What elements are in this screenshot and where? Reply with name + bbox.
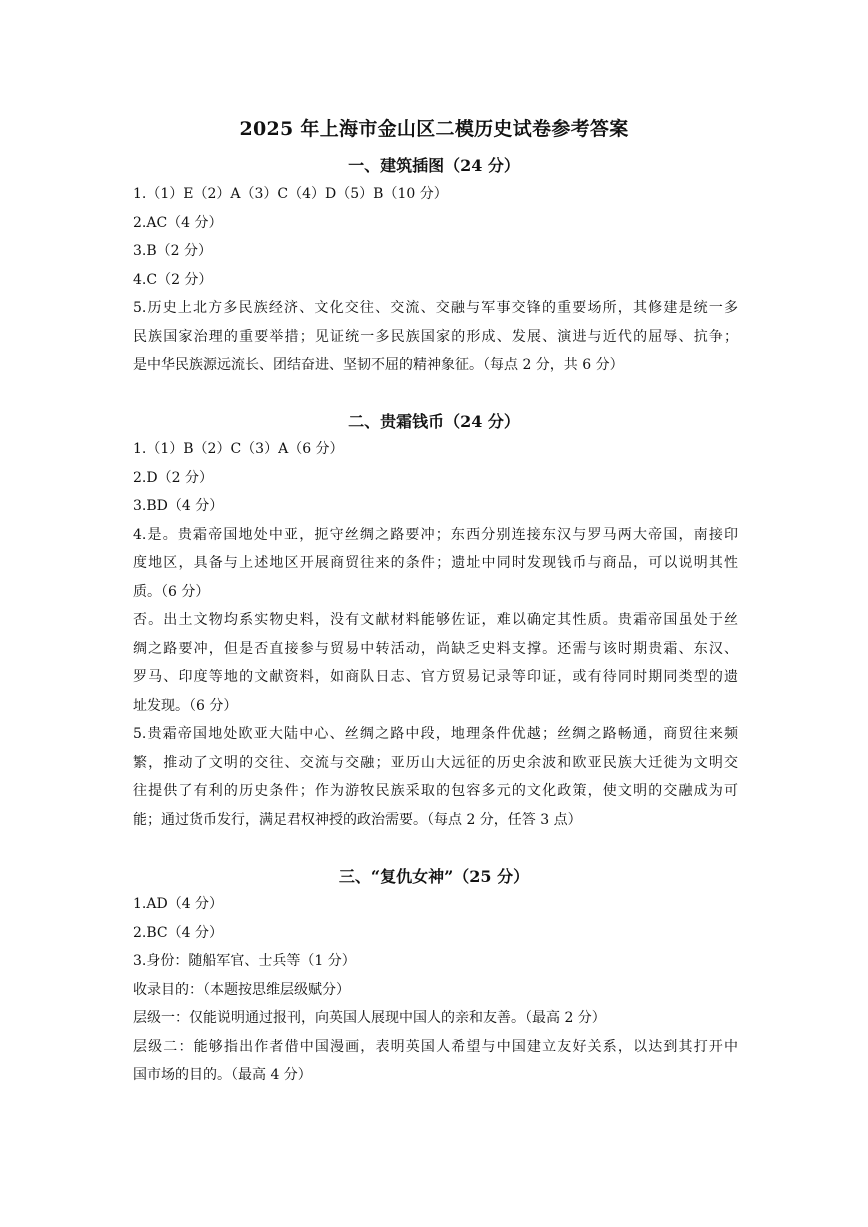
answer-line: 收录目的：（本题按思维层级赋分）: [133, 981, 350, 998]
answer-line: 4.是。贵霜帝国地处中亚，扼守丝绸之路要冲；东西分别连接东汉与罗马两大帝国，南接印: [133, 526, 738, 543]
section-3-answers: [133, 890, 738, 1090]
answer-line: 2.BC（4 分）: [133, 924, 223, 941]
answer-line: 1.AD（4 分）: [133, 896, 224, 912]
answer-line: 4.C（2 分）: [133, 271, 213, 288]
answer-line: 否。出土文物均系实物史料，没有文献材料能够佐证，难以确定其性质。贵霜帝国虽处于丝: [133, 612, 738, 628]
section-heading-nemesis: 三、“复仇女神”（25 分）: [338, 867, 530, 886]
answer-line: 1.（1）E（2）A（3）C（4）D（5）B（10 分）: [133, 186, 448, 202]
answer-line: 国市场的目的。（最高 4 分）: [133, 1067, 312, 1083]
answer-line: 度地区，具备与上述地区开展商贸往来的条件；遗址中同时发现钱币与商品，可以说明其性: [133, 555, 738, 571]
answer-line: 民族国家治理的重要举措；见证统一多民族国家的形成、发展、演进与近代的屈辱、抗争；: [133, 328, 738, 345]
answer-line: 往提供了有利的历史条件；作为游牧民族采取的包容多元的文化政策，使文明的交融成为可: [133, 783, 738, 799]
answer-line: 3.身份：随船军官、士兵等（1 分）: [133, 953, 356, 969]
section-1-answers: [133, 180, 738, 380]
answer-line: 能；通过货币发行，满足君权神授的政治需要。（每点 2 分，任答 3 点）: [133, 811, 582, 828]
answer-line: 3.BD（4 分）: [133, 498, 224, 514]
page-title: 2025 年上海市金山区二模历史试卷参考答案: [239, 118, 629, 140]
answer-line: 是中华民族源远流长、团结奋进、坚韧不屈的精神象征。（每点 2 分，共 6 分）: [133, 357, 624, 373]
answer-line: 1.（1）B（2）C（3）A（6 分）: [133, 441, 344, 457]
answer-line: 层级二：能够指出作者借中国漫画，表明英国人希望与中国建立友好关系，以达到其打开中: [133, 1038, 738, 1055]
answer-line: 2.AC（4 分）: [133, 214, 223, 231]
answer-line: 3.B（2 分）: [133, 243, 213, 259]
answer-line: 层级一：仅能说明通过报刊，向英国人展现中国人的亲和友善。（最高 2 分）: [133, 1010, 606, 1026]
answer-line: 5.历史上北方多民族经济、文化交往、交流、交融与军事交锋的重要场所，其修建是统一多: [133, 300, 738, 316]
answer-line: 质。（6 分）: [133, 583, 210, 600]
answer-line: 5.贵霜帝国地处欧亚大陆中心、丝绸之路中段，地理条件优越；丝绸之路畅通，商贸往来频: [133, 726, 738, 742]
answer-line: 罗马、印度等地的文献资料，如商队日志、官方贸易记录等印证，或有待同时期同类型的遗: [133, 669, 738, 685]
answer-line: 址发现。（6 分）: [133, 697, 238, 714]
answer-line: 繁，推动了文明的交往、交流与交融；亚历山大远征的历史余波和欧亚民族大迁徙为文明交: [133, 754, 738, 771]
section-heading-architecture: 一、建筑插图（24 分）: [348, 156, 520, 175]
section-heading-kushan-coins: 二、贵霜钱币（24 分）: [348, 412, 520, 431]
answer-line: 2.D（2 分）: [133, 469, 213, 486]
answer-line: 绸之路要冲，但是否直接参与贸易中转活动，尚缺乏史料支撑。还需与该时期贵霜、东汉、: [133, 640, 738, 657]
section-2-answers: [133, 435, 738, 834]
